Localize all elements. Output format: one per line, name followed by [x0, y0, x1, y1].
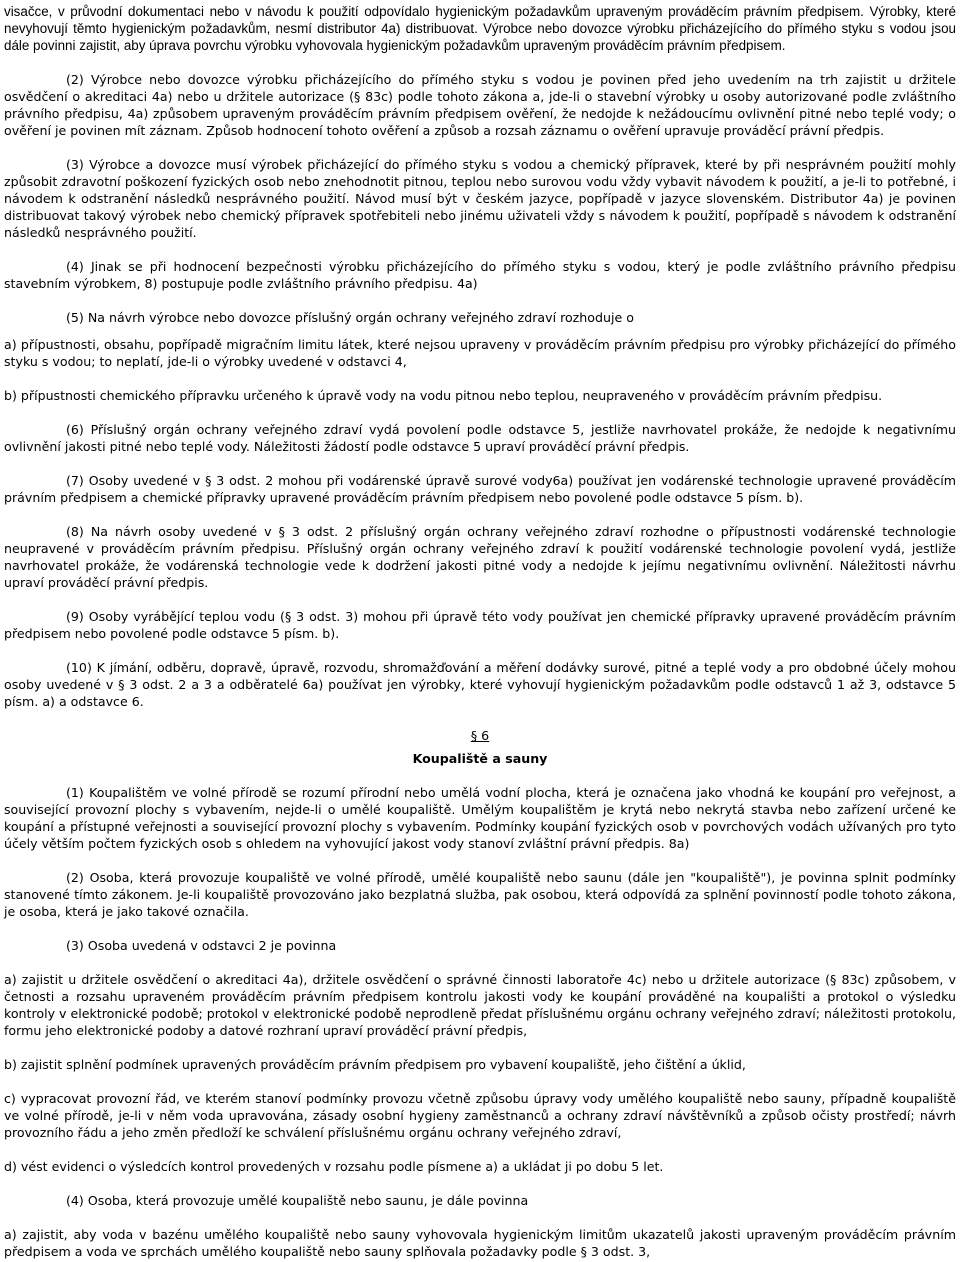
section-6-paragraph-1: (1) Koupalištěm ve volné přírodě se rozumí přírodní nebo umělá vodní plocha, která je označena jako vhodná ke koupání pro veřejnost, a související provozní plochy s vybavením, nejde-li o umělé koupaliště. Umělým koupalištěm je krytá nebo nekrytá stavba nebo zařízení určené ke koupání a přístupné veřejnosti a související provozní plochy s vybavením. Podmínky koupání fyzických osob v povrchových vodách užívaných pro tyto účely větším počtem fyzických osob s ohledem na vyhovující jakost vody stanoví zvláštní právní předpis. 8a): [4, 785, 956, 851]
paragraph-5-item-b: b) přípustnosti chemického přípravku určeného k úpravě vody na vodu pitnou nebo teplou, neupraveného v prováděcím právním předpisu.: [4, 388, 883, 403]
paragraph-9: (9) Osoby vyrábějící teplou vodu (§ 3 odst. 3) mohou při úpravě této vody používat jen chemické přípravky upravené prováděcím právním předpisem nebo povolené podle odstavce 5 písm. b).: [4, 609, 956, 641]
paragraph-6: (6) Příslušný orgán ochrany veřejného zdraví vydá povolení podle odstavce 5, jestliže navrhovatel prokáže, že nedojde k negativnímu ovlivnění jakosti pitné nebo teplé vody. Náležitosti žádostí podle odstavce 5 upraví prováděcí právní předpis.: [4, 422, 956, 454]
section-6-paragraph-3-item-d: d) vést evidenci o výsledcích kontrol provedených v rozsahu podle písmene a) a ukládat ji po dobu 5 let.: [4, 1159, 664, 1174]
section-6-paragraph-3-item-b: b) zajistit splnění podmínek upravených prováděcím právním předpisem pro vybavení koupaliště, jeho čištění a úklid,: [4, 1057, 746, 1072]
paragraph-3: (3) Výrobce a dovozce musí výrobek přicházející do přímého styku s vodou a chemický přípravek, které by při nesprávném použití mohly způsobit zdravotní poškození fyzických osob nebo znehodnotit pitnou, teplou nebo surovou vodu vždy vybavit návodem k použití, a je-li to potřebné, i návodem k odstranění následků nesprávného použití. Návod musí být v českém jazyce, popřípadě v jazyce slovenském. Distributor 4a) je povinen distribuovat takový výrobek nebo chemický přípravek spotřebiteli nebo jinému uživateli vždy s návodem k použití, popřípadě s návodem k odstranění následků nesprávného použití.: [4, 157, 956, 240]
paragraph-8: (8) Na návrh osoby uvedené v § 3 odst. 2 příslušný orgán ochrany veřejného zdraví rozhodne o přípustnosti vodárenské technologie neupravené v prováděcím právním předpisu. Příslušný orgán ochrany veřejného zdraví k použití vodárenské technologie povolení vydá, jestliže navrhovatel prokáže, že vodárenská technologie vede k dodržení jakosti pitné vody a nedojde k jejímu negativnímu ovlivnění. Náležitosti návrhu upraví prováděcí právní předpis.: [4, 524, 956, 590]
section-6-paragraph-2: (2) Osoba, která provozuje koupaliště ve volné přírodě, umělé koupaliště nebo saunu (dále jen "koupaliště"), je povinna splnit podmínky stanovené tímto zákonem. Je-li koupaliště provozováno jako bezplatná služba, pak osobou, která odpovídá za splnění povinností podle tohoto zákona, je osoba, která je jako takové označila.: [4, 870, 956, 919]
paragraph-5-item-a: a) přípustnosti, obsahu, popřípadě migračním limitu látek, které nejsou upraveny v prováděcím právním předpisu pro výrobky přicházející do přímého styku s vodou; to neplatí, jde-li o výrobky uvedené v odstavci 4,: [4, 337, 956, 369]
paragraph-5: (5) Na návrh výrobce nebo dovozce příslušný orgán ochrany veřejného zdraví rozhoduje o: [66, 310, 634, 325]
document-page: [4, 3, 956, 1260]
section-6-paragraph-3-item-a: a) zajistit u držitele osvědčení o akreditaci 4a), držitele osvědčení o správné činnosti laboratoře 4c) nebo u držitele autorizace (§ 83c) způsobem, v četnosti a rozsahu upraveném prováděcím právním předpisem kontrolu jakosti vody ke koupání prováděné na koupališti a protokol o výsledku kontroly v elektronické podobě; protokol v elektronické podobě neprodleně předat příslušnému orgánu ochrany veřejného zdraví; náležitosti protokolu, formu jeho elektronické podoby a datové rozhraní upraví prováděcí právní předpis,: [4, 972, 957, 1038]
section-number: § 6: [470, 728, 490, 743]
section-6-paragraph-4: (4) Osoba, která provozuje umělé koupaliště nebo saunu, je dále povinna: [66, 1193, 529, 1208]
section-6-paragraph-3: (3) Osoba uvedená v odstavci 2 je povinna: [66, 938, 337, 953]
paragraph-2: (2) Výrobce nebo dovozce výrobku přicházejícího do přímého styku s vodou je povinen před jeho uvedením na trh zajistit u držitele osvědčení o akreditaci 4a) nebo u držitele autorizace (§ 83c) podle tohoto zákona a, jde-li o stavební výrobky u osoby autorizované podle zvláštního právního předpisu, 4a) způsobem upraveným prováděcím právním předpisem ověření, že nedojde k nežádoucímu ovlivnění pitné nebo teplé vody; o ověření je povinen mít záznam. Způsob hodnocení tohoto ověření a způsob a rozsah záznamu o ověření upravuje prováděcí právní předpis.: [4, 72, 956, 138]
paragraph-continuation: visačce, v průvodní dokumentaci nebo v návodu k použití odpovídalo hygienickým požadavkům upraveným prováděcím právním předpisem. Výrobky, které nevyhovují těmto hygienickým požadavkům, nesmí distributor 4a) distribuovat. Výrobce nebo dovozce výrobku přicházejícího do přímého styku s vodou jsou dále povinni zajistit, aby úprava povrchu výrobku vyhovovala hygienickým požadavkům upraveným prováděcím právním předpisem.: [4, 4, 956, 53]
section-6-paragraph-4-item-a: a) zajistit, aby voda v bazénu umělého koupaliště nebo sauny vyhovovala hygienickým limitům ukazatelů jakosti upraveným prováděcím právním předpisem a voda ve sprchách umělého koupaliště nebo sauny splňovala požadavky podle § 3 odst. 3,: [4, 1227, 956, 1259]
paragraph-7: (7) Osoby uvedené v § 3 odst. 2 mohou při vodárenské úpravě surové vody6a) používat jen vodárenské technologie upravené prováděcím právním předpisem a chemické přípravky upravené prováděcím právním předpisem nebo povolené podle odstavce 5 písm. b).: [4, 473, 956, 505]
paragraph-4: (4) Jinak se při hodnocení bezpečnosti výrobku přicházejícího do přímého styku s vodou, který je podle zvláštního právního předpisu stavebním výrobkem, 8) postupuje podle zvláštního právního předpisu. 4a): [4, 259, 956, 291]
section-6-paragraph-3-item-c: c) vypracovat provozní řád, ve kterém stanoví podmínky provozu včetně způsobu úpravy vody umělého koupaliště nebo sauny, případně koupaliště ve volné přírodě, je-li v něm voda upravována, zásady osobní hygieny zaměstnanců a ochrany zdraví návštěvníků a způsob očisty prostředí; návrh provozního řádu a jeho změn předloží ke schválení příslušnému orgánu ochrany veřejného zdraví,: [4, 1091, 956, 1140]
paragraph-10: (10) K jímání, odběru, dopravě, úpravě, rozvodu, shromažďování a měření dodávky surové, pitné a teplé vody a pro obdobné účely mohou osoby uvedené v § 3 odst. 2 a 3 a odběratelé 6a) používat jen výrobky, které vyhovují hygienickým požadavkům podle odstavců 1 až 3, odstavce 5 písm. a) a odstavce 6.: [4, 660, 956, 709]
section-title: Koupaliště a sauny: [412, 751, 548, 766]
